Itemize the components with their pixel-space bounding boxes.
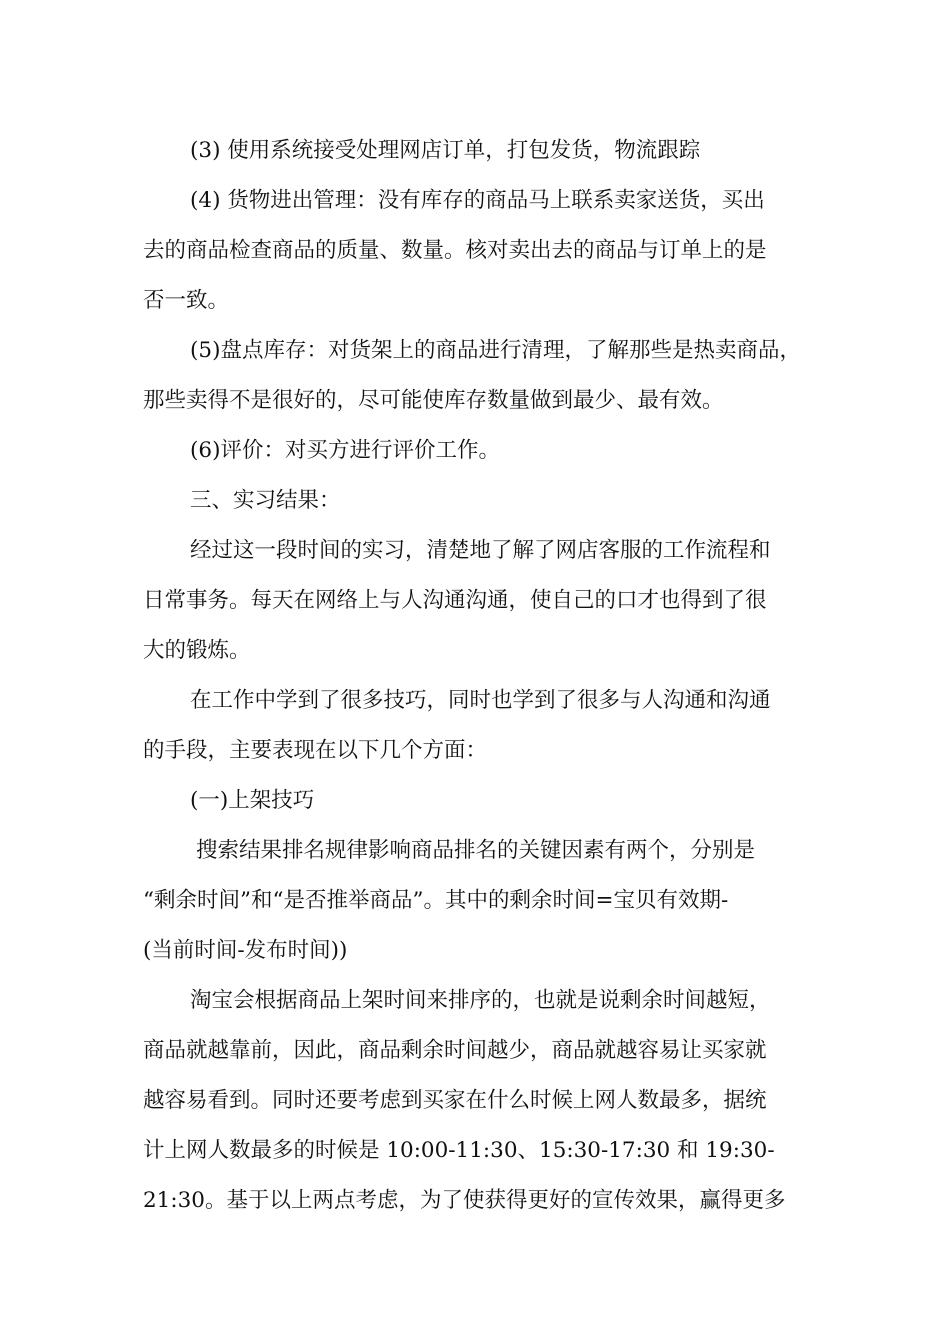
paragraph-3-line-2: “剩余时间”和“是否推举商品”。其中的剩余时间=宝贝有效期- (143, 888, 729, 913)
list-item-3: (3) 使用系统接受处理网店订单，打包发货，物流跟踪 (190, 138, 701, 163)
list-item-5-line-2: 那些卖得不是很好的，尽可能使库存数量做到最少、最有效。 (143, 388, 724, 413)
list-item-4-line-1: (4) 货物进出管理：没有库存的商品马上联系卖家送货，买出 (190, 188, 765, 213)
paragraph-1-line-1: 经过这一段时间的实习，清楚地了解了网店客服的工作流程和 (190, 538, 771, 563)
list-item-6: (6)评价：对买方进行评价工作。 (190, 438, 500, 463)
paragraph-4-line-2: 商品就越靠前，因此，商品剩余时间越少，商品就越容易让买家就 (143, 1038, 767, 1063)
paragraph-4-line-4: 计上网人数最多的时候是 10:00-11:30、15:30-17:30 和 19:30- (143, 1138, 775, 1163)
section-heading-results: 三、实习结果： (190, 488, 341, 513)
paragraph-2-line-1: 在工作中学到了很多技巧，同时也学到了很多与人沟通和沟通 (190, 688, 771, 713)
paragraph-4-line-5: 21:30。基于以上两点考虑，为了使获得更好的宣传效果，赢得更多 (143, 1188, 786, 1213)
paragraph-3-line-3: (当前时间-发布时间)) (143, 938, 348, 963)
paragraph-4-line-1: 淘宝会根据商品上架时间来排序的，也就是说剩余时间越短， (190, 988, 771, 1013)
list-item-5-line-1: (5)盘点库存：对货架上的商品进行清理，了解那些是热卖商品， (190, 338, 801, 363)
subheading-listing-tips: (一)上架技巧 (190, 788, 315, 813)
list-item-4-line-3: 否一致。 (143, 288, 230, 313)
paragraph-4-line-3: 越容易看到。同时还要考虑到买家在什么时候上网人数最多，据统 (143, 1088, 767, 1113)
paragraph-1-line-2: 日常事务。每天在网络上与人沟通沟通，使自己的口才也得到了很 (143, 588, 767, 613)
paragraph-2-line-2: 的手段，主要表现在以下几个方面： (143, 738, 488, 763)
list-item-4-line-2: 去的商品检查商品的质量、数量。核对卖出去的商品与订单上的是 (143, 238, 767, 263)
paragraph-3-line-1: 搜索结果排名规律影响商品排名的关键因素有两个，分别是 (196, 838, 756, 863)
paragraph-1-line-3: 大的锻炼。 (143, 638, 251, 663)
